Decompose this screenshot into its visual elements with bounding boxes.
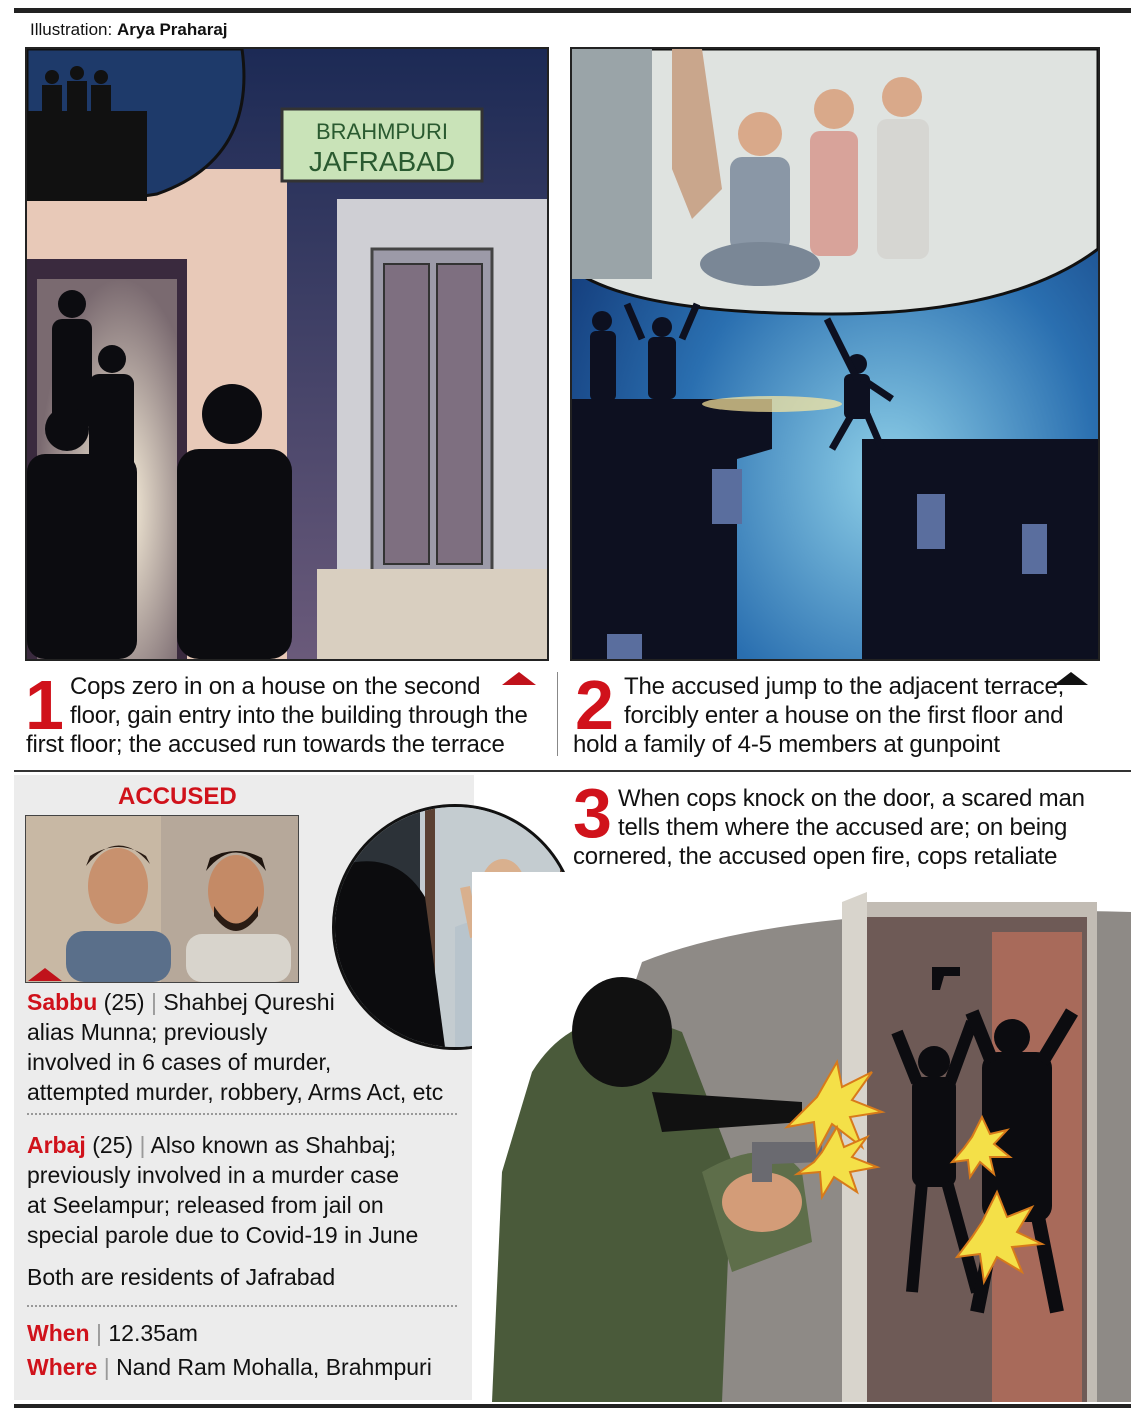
step-3-number: 3 [573, 774, 612, 852]
sabbu-text-1: Shahbej Qureshi [163, 989, 335, 1015]
arbaj-line-2: previously involved in a murder case [27, 1162, 400, 1188]
dotted-separator [27, 1305, 457, 1307]
step-2-line-1: The accused jump to the adjacent terrace, [624, 673, 1065, 700]
step-3-line-1: When cops knock on the door, a scared man [618, 785, 1085, 812]
sign-line-2: JAFRABAD [308, 146, 456, 177]
accused-heading: ACCUSED [118, 783, 237, 810]
when-value: 12.35am [108, 1320, 198, 1346]
accused-photo [25, 815, 299, 983]
credit-artist: Arya Praharaj [116, 20, 228, 39]
when-label: When [27, 1320, 90, 1346]
step-1-number: 1 [25, 666, 64, 744]
step-3-line-2: tells them where the accused are; on being [618, 814, 1068, 841]
arbaj-name: Arbaj [27, 1132, 86, 1158]
step-1-line-3: first floor; the accused run towards the terrace [26, 731, 505, 758]
illustration-credit [30, 20, 228, 40]
arbaj-age: (25) [92, 1132, 134, 1158]
sabbu-age: (25) [103, 989, 145, 1015]
sabbu-line-1: Sabbu (25) | Shahbej Qureshi [27, 989, 335, 1015]
panel-2-scene [572, 49, 1098, 659]
arbaj-line-3: at Seelampur; released from jail on [27, 1192, 384, 1218]
when-row: When | 12.35am [27, 1320, 198, 1346]
panel-2-illustration [570, 47, 1100, 661]
shootout-scene [472, 872, 1131, 1402]
sabbu-line-4: attempted murder, robbery, Arms Act, etc [27, 1079, 444, 1105]
pointer-up-icon [502, 672, 536, 685]
pointer-up-icon [28, 968, 62, 981]
residents-note: Both are residents of Jafrabad [27, 1264, 336, 1290]
arbaj-line-4: special parole due to Covid-19 in June [27, 1222, 419, 1248]
step-2-line-3: hold a family of 4-5 members at gunpoint [573, 731, 1000, 758]
where-label: Where [27, 1354, 98, 1380]
pointer-up-icon [1054, 672, 1088, 685]
bottom-rule [14, 1404, 1131, 1408]
caption-divider [557, 672, 558, 756]
arbaj-text-1: Also known as Shahbaj; [150, 1132, 397, 1158]
where-value: Nand Ram Mohalla, Brahmpuri [116, 1354, 432, 1380]
top-rule [14, 8, 1131, 13]
step-3-line-3: cornered, the accused open fire, cops retaliate [573, 843, 1058, 870]
panel-1-scene [27, 49, 547, 659]
dotted-separator [27, 1113, 457, 1115]
step-2-line-2: forcibly enter a house on the first floor and [624, 702, 1064, 729]
sabbu-line-2: alias Munna; previously [27, 1019, 268, 1045]
panel-3-illustration [472, 872, 1131, 1402]
step-1-line-2: floor, gain entry into the building through the [70, 702, 528, 729]
credit-label: Illustration: [30, 20, 113, 39]
step-2-number: 2 [575, 666, 614, 744]
sign-line-1: BRAHMPURI [315, 119, 449, 144]
step-1-line-1: Cops zero in on a house on the second [70, 673, 481, 700]
sabbu-name: Sabbu [27, 989, 98, 1015]
section-divider [14, 770, 1131, 772]
sabbu-line-3: involved in 6 cases of murder, [27, 1049, 332, 1075]
where-row: Where | Nand Ram Mohalla, Brahmpuri [27, 1354, 432, 1380]
panel-1-illustration [25, 47, 549, 661]
arbaj-line-1: Arbaj (25) | Also known as Shahbaj; [27, 1132, 397, 1158]
